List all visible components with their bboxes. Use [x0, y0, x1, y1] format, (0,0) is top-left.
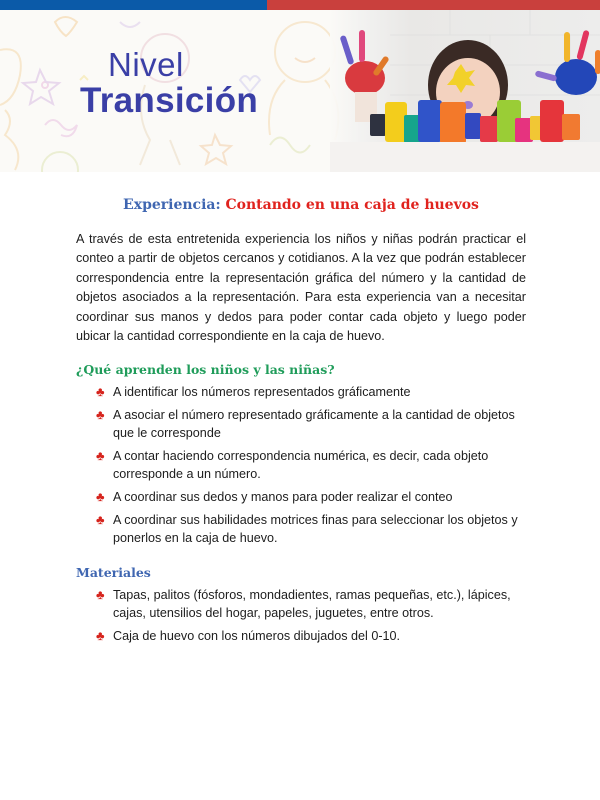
- list-item-text: A contar haciendo correspondencia numérica, es decir, cada objeto corresponde a un número.: [113, 449, 489, 482]
- intro-paragraph: A través de esta entretenida experiencia los niños y niñas podrán practicar el conteo a partir de objetos cercanos y cotidianos. A la vez que podrán establecer correspondencia entre la representación gráfica del número y la cantidad de objetos asociados a la representación. Para esta experiencia van a necesitar coordinar sus manos y dedos para poder contar cada objeto y luego poder ubicar la cantidad correspondiente en la caja de huevo.: [76, 232, 526, 344]
- list-item-text: A asociar el número representado gráficamente a la cantidad de objetos que le corresponde: [113, 408, 515, 441]
- stripe-red: [267, 0, 600, 10]
- child-painting-photo-icon: [330, 10, 600, 172]
- list-item-text: A coordinar sus dedos y manos para poder realizar el conteo: [113, 490, 453, 505]
- club-icon: ♣: [96, 512, 105, 528]
- stripe-blue: [0, 0, 267, 10]
- list-item: [96, 447, 526, 483]
- materials-list: [76, 586, 526, 645]
- brand-line-nivel: Nivel: [108, 46, 184, 83]
- list-item: [96, 406, 526, 442]
- brand-line-transicion: Transición: [80, 81, 259, 120]
- experience-title: [76, 197, 526, 213]
- materials-heading: Materiales: [76, 565, 151, 581]
- title-text: Contando en una caja de huevos: [225, 197, 479, 213]
- title-label: Experiencia:: [123, 197, 221, 213]
- club-icon: ♣: [96, 489, 105, 505]
- club-icon: ♣: [96, 448, 105, 464]
- list-item-text: Tapas, palitos (fósforos, mondadientes, ramas pequeñas, etc.), lápices, cajas, utensilios del hogar, papeles, juguetes, entre otros.: [113, 588, 511, 621]
- list-item: [96, 511, 526, 547]
- list-item-text: A coordinar sus habilidades motrices finas para seleccionar los objetos y ponerlos en la caja de huevo.: [113, 513, 518, 546]
- list-item: [96, 586, 526, 622]
- list-item: [96, 627, 526, 645]
- list-item: [96, 383, 526, 401]
- club-icon: ♣: [96, 384, 105, 400]
- top-color-stripe: [0, 0, 600, 10]
- header-photo: [330, 10, 600, 172]
- club-icon: ♣: [96, 407, 105, 423]
- learn-heading: ¿Qué aprenden los niños y las niñas?: [76, 362, 335, 378]
- header-banner: [0, 10, 600, 172]
- list-item-text: A identificar los números representados gráficamente: [113, 385, 411, 400]
- learn-list: [76, 383, 526, 547]
- program-brand: [80, 48, 258, 118]
- club-icon: ♣: [96, 587, 105, 603]
- club-icon: ♣: [96, 628, 105, 644]
- list-item-text: Caja de huevo con los números dibujados del 0-10.: [113, 629, 401, 644]
- list-item: [96, 488, 526, 506]
- document-body: [76, 197, 526, 650]
